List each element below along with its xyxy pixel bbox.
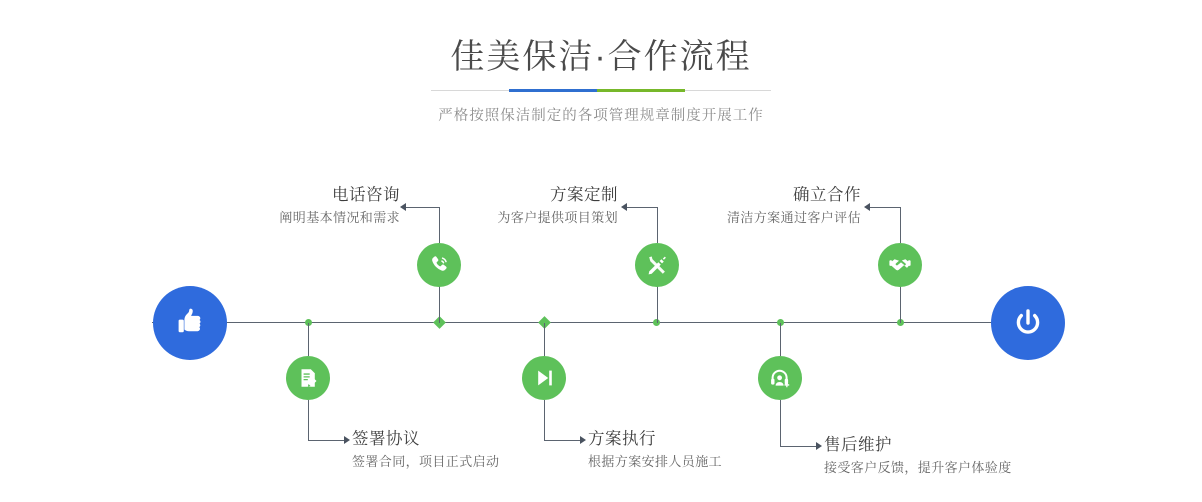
step-5-label-stem-v	[780, 400, 781, 446]
step-5-desc: 接受客户反馈，提升客户体验度	[824, 460, 1012, 475]
step-2-label-stem-v	[308, 400, 309, 440]
step-3-label-stem-h	[627, 207, 657, 208]
headset-support-icon	[768, 366, 792, 390]
step-3-label	[460, 184, 618, 228]
step-6-label-stem-v	[900, 207, 901, 243]
step-1-label-stem-v	[439, 207, 440, 243]
title-divider	[431, 89, 771, 92]
step-4-arrowhead	[580, 436, 586, 444]
phone-call-icon	[427, 253, 451, 277]
pen-ruler-icon	[645, 253, 669, 277]
step-4-stem	[544, 323, 545, 356]
step-2-badge	[286, 356, 330, 400]
page-title: 佳美保洁·合作流程	[450, 38, 752, 76]
step-4-desc: 根据方案安排人员施工	[588, 454, 723, 469]
step-1-label-stem-h	[406, 207, 439, 208]
step-2-arrowhead	[344, 436, 350, 444]
step-2-desc: 签署合同，项目正式启动	[352, 454, 500, 469]
step-2-label-stem-h	[308, 440, 344, 441]
step-1-label	[255, 184, 400, 228]
step-4-title: 方案执行	[588, 430, 656, 448]
step-1-badge	[417, 243, 461, 287]
handshake-icon	[888, 253, 912, 277]
step-6-title: 确立合作	[793, 186, 861, 204]
step-4-label	[588, 428, 722, 472]
step-1-arrowhead	[400, 203, 406, 211]
thumbs-up-icon	[171, 304, 209, 342]
step-6-desc: 清洁方案通过客户评估	[726, 210, 861, 225]
step-4-label-stem-h	[544, 440, 580, 441]
step-4-label-stem-v	[544, 400, 545, 440]
flow-start-node	[153, 286, 227, 360]
step-3-label-stem-v	[657, 207, 658, 243]
step-5-badge	[758, 356, 802, 400]
step-3-badge	[635, 243, 679, 287]
step-6-badge	[878, 243, 922, 287]
step-5-stem	[780, 323, 781, 356]
step-2-title: 签署协议	[352, 430, 420, 448]
timeline	[0, 152, 1202, 502]
step-4-badge	[522, 356, 566, 400]
step-2-stem	[308, 323, 309, 356]
header	[0, 34, 1202, 125]
step-1-title: 电话咨询	[332, 186, 400, 204]
power-icon	[1009, 304, 1047, 342]
document-edit-icon	[296, 366, 320, 390]
step-5-label-stem-h	[780, 446, 816, 447]
step-3-arrowhead	[621, 203, 627, 211]
timeline-axis	[152, 322, 1050, 323]
page-subtitle: 严格按照保洁制定的各项管理规章制度开展工作	[438, 108, 764, 124]
step-6-arrowhead	[864, 203, 870, 211]
divider-blue-segment	[509, 89, 597, 92]
step-2-label	[352, 428, 499, 472]
step-3-desc: 为客户提供项目策划	[497, 210, 618, 225]
step-6-label	[700, 184, 861, 228]
step-5-title: 售后维护	[824, 436, 892, 454]
step-5-label	[824, 434, 1012, 478]
step-1-desc: 阐明基本情况和需求	[279, 210, 400, 225]
flow-end-node	[991, 286, 1065, 360]
step-6-label-stem-h	[870, 207, 900, 208]
play-forward-icon	[532, 366, 556, 390]
divider-green-segment	[597, 89, 685, 92]
step-5-arrowhead	[816, 442, 822, 450]
step-3-title: 方案定制	[550, 186, 618, 204]
